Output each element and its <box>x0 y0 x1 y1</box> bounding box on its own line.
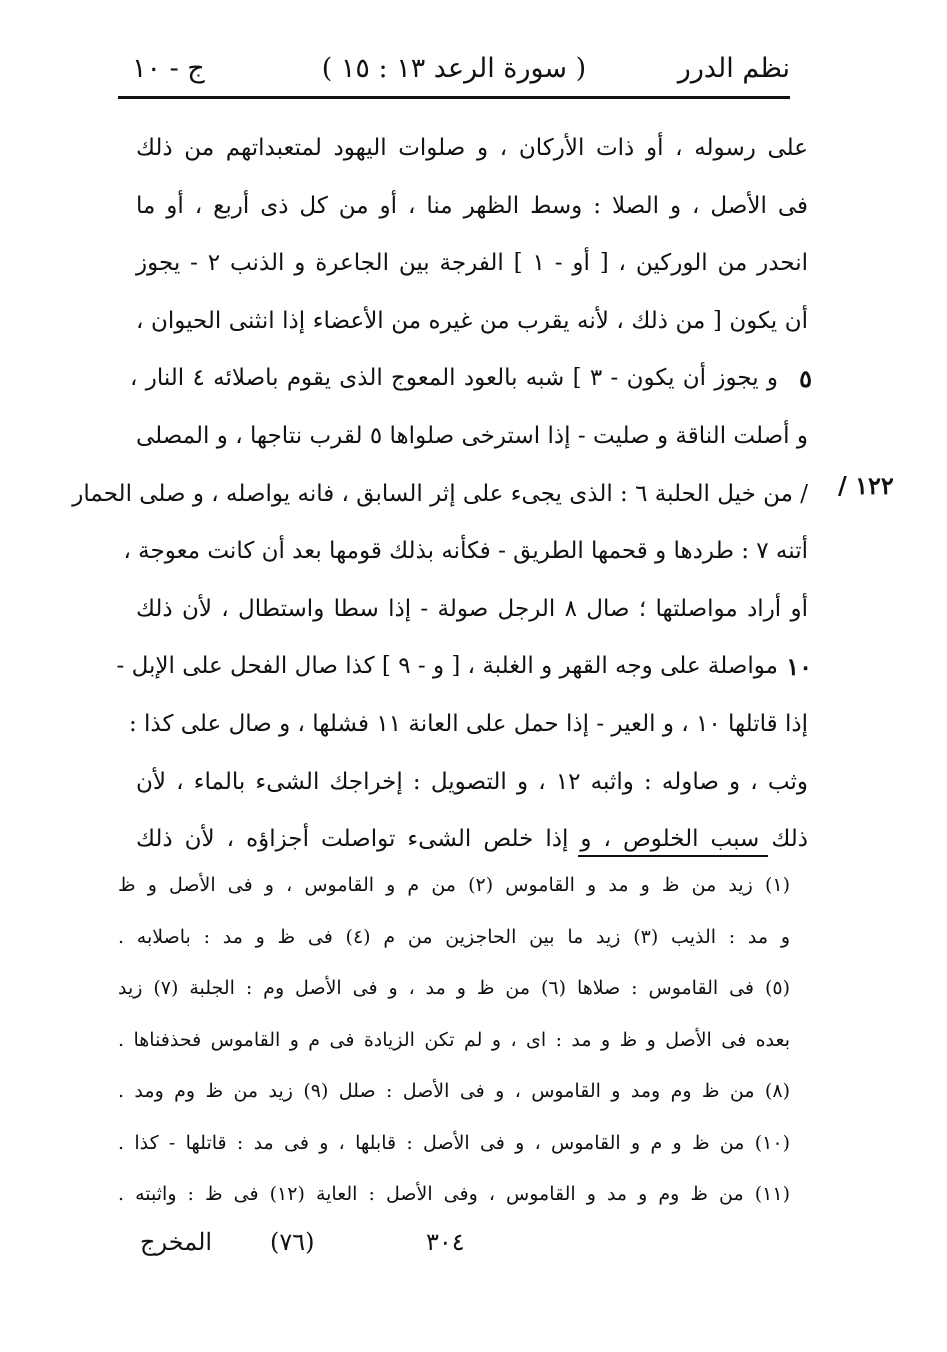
margin-manuscript-folio: ١٢٢ / <box>838 471 894 500</box>
page-footer <box>118 1222 790 1262</box>
text-line: / من خيل الحلبة ٦ : الذى يجىء على إثر السابق ، فانه يواصله ، و صلى الحمار <box>72 480 808 507</box>
footnote-line: (١١) من ظ وم و مد و القاموس ، وفى الأصل : العاية (١٢) فى ظ : واثبته . <box>118 1183 790 1205</box>
footnote-line: (٨) من ظ وم ومد و القاموس ، و فى الأصل : صلل (٩) زيد من ظ وم ومد . <box>118 1080 790 1102</box>
text-line: إذا قاتلها ١٠ ، و العير - إذا حمل على العانة ١١ فشلها ، و صال على كذا : <box>128 710 808 737</box>
text-line: ٥ و يجوز أن يكون - ٣ ] شبه بالعود المعوج الذى يقوم باصلائه ٤ النار ، <box>118 350 808 408</box>
line-number: ١٠ <box>786 652 812 682</box>
footnote-line: (١٠) من ظ و م و القاموس ، و فى الأصل : قابلها ، و فى مد : قاتلها - كذا . <box>118 1131 790 1154</box>
surah-reference: ( سورة الرعد ١٣ : ١٥ ) <box>321 53 587 84</box>
page-number: ٣٠٤ <box>426 1228 465 1256</box>
main-text <box>72 120 812 869</box>
signature-label: المخرج <box>140 1228 213 1256</box>
text-line: ذلك سبب الخلوص ، و إذا خلص الشىء تواصلت أجزاؤه ، لأن ذلك <box>136 826 808 853</box>
text-line: على رسوله ، أو ذات الأركان ، و صلوات اليهود لمتعبداتهم من ذلك <box>136 135 808 161</box>
text-line: فى الأصل ، و الصلا : وسط الظهر منا ، أو من كل ذى أربع ، أو ما <box>136 192 808 219</box>
footnote-line: و مد : الذيب (٣) زيد ما بين الحاجزين من م (٤) فى ظ و مد : باصلابه . <box>118 925 791 948</box>
text-line: أن يكون [ من ذلك ، لأنه يقرب من غيره من الأعضاء إذا انثنى الحيوان ، <box>136 307 808 334</box>
footnote-line: (١) زيد من ظ و مد و القاموس (٢) من م و القاموس ، و فى الأصل و ظ <box>118 874 791 896</box>
footnote-line: بعده فى الأصل و ظ و مد : اى ، و لم تكن الزيادة فى م و القاموس فحذفناها . <box>118 1028 790 1051</box>
text-line: و أصلت الناقة و صليت - إذا استرخى صلواها ٥ لقرب نتاجها ، و المصلى <box>136 422 808 449</box>
running-header <box>118 44 790 94</box>
footnote-divider <box>578 855 768 857</box>
text-line: أو أراد مواصلتها ؛ صال ٨ الرجل صولة - إذا سطا واستطال ، لأن ذلك <box>136 595 809 622</box>
text-line: انحدر من الوركين ، [ أو - ١ ] الفرجة بين الجاعرة و الذنب ٢ - يجوز <box>136 250 808 277</box>
text-line: أتنه ٧ : طردها و قحمها الطريق - فكأنه بذلك قومها بعد أن كانت معوجة ، <box>123 538 808 565</box>
text-line: ١٠ مواصلة على وجه القهر و الغلبة ، [ و - ٩ ] كذا صال الفحل على الإبل - <box>118 638 808 696</box>
line-number: ٥ <box>799 364 812 394</box>
footnote-line: (٥) فى القاموس : صلاها (٦) من ظ و مد ، و فى الأصل وم : الجلبة (٧) زيد <box>118 977 790 999</box>
footnotes <box>118 860 790 1221</box>
juz-number: ج - ١٠ <box>132 53 205 84</box>
signature-code: (٧٦) <box>270 1228 315 1256</box>
text-line: وثب ، و صاوله : واثبه ١٢ ، و التصويل : إخراجك الشىء بالماء ، لأن <box>136 768 808 795</box>
book-title: نظم الدرر <box>677 53 790 84</box>
header-divider <box>118 96 790 99</box>
